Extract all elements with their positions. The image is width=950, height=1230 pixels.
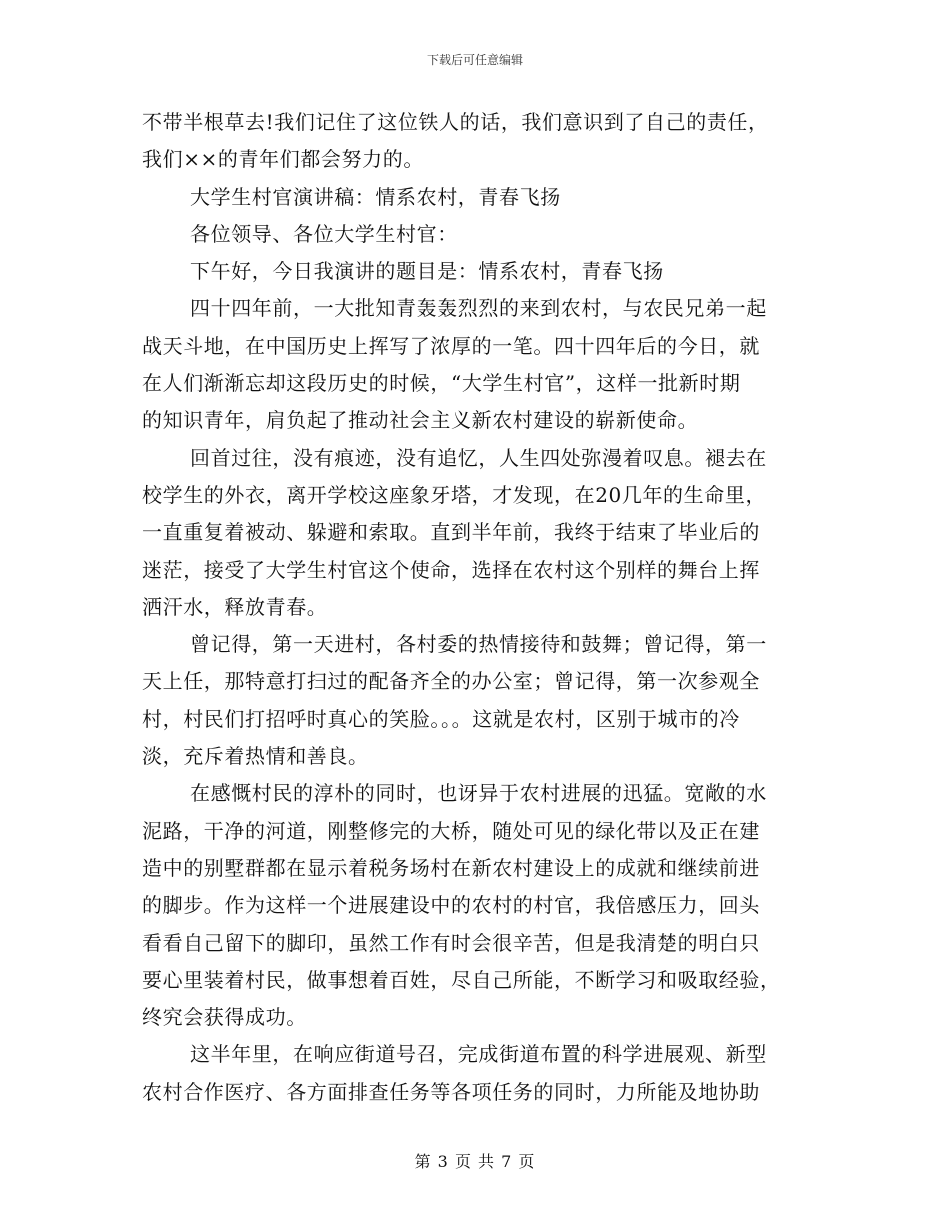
body-line: 村，村民们打招呼时真心的笑脸。。。这就是农村，区别于城市的冷 (142, 706, 740, 731)
body-line: 迷茫，接受了大学生村官这个使命，选择在农村这个别样的舞台上挥 (142, 557, 760, 582)
body-line: 的知识青年，肩负起了推动社会主义新农村建设的崭新使命。 (142, 408, 699, 433)
body-line: 我们××的青年们都会努力的。 (142, 147, 424, 172)
body-line: 终究会获得成功。 (142, 1005, 307, 1030)
body-line: 一直重复着被动、躲避和索取。直到半年前，我终于结束了毕业后的 (142, 520, 760, 545)
body-line: 淡，充斥着热情和善良。 (142, 744, 369, 769)
document-body (142, 110, 802, 1117)
body-line: 洒汗水，释放青春。 (142, 594, 328, 619)
body-line: 回首过往，没有痕迹，没有追忆，人生四处弥漫着叹息。褪去在 (190, 445, 767, 470)
body-line: 四十四年前，一大批知青轰轰烈烈的来到农村，与农民兄弟一起 (190, 296, 767, 321)
speech-greeting: 下午好，今日我演讲的题目是：情系农村，青春飞扬 (190, 259, 664, 284)
body-line: 校学生的外衣，离开学校这座象牙塔，才发现，在20几年的生命里， (142, 482, 767, 507)
page-header-note: 下载后可任意编辑 (426, 53, 523, 67)
body-line: 这半年里，在响应街道号召，完成街道布置的科学进展观、新型 (190, 1042, 767, 1067)
body-line: 在人们渐渐忘却这段历史的时候，“大学生村官”，这样一批新时期 (142, 371, 741, 396)
page-number: 第 3 页 共 7 页 (414, 1152, 536, 1171)
body-line: 造中的别墅群都在显示着税务场村在新农村建设上的成就和继续前进 (142, 855, 760, 880)
body-line: 的脚步。作为这样一个进展建设中的农村的村官，我倍感压力，回头 (142, 893, 760, 918)
speech-salutation: 各位领导、各位大学生村官： (190, 221, 458, 246)
speech-title: 大学生村官演讲稿：情系农村，青春飞扬 (190, 184, 561, 209)
body-line: 农村合作医疗、各方面排查任务等各项任务的同时，力所能及地协助 (142, 1079, 760, 1104)
body-line: 战天斗地，在中国历史上挥写了浓厚的一笔。四十四年后的今日，就 (142, 333, 760, 358)
body-line: 泥路，干净的河道，刚整修完的大桥，随处可见的绿化带以及正在建 (142, 818, 760, 843)
body-line: 在感慨村民的淳朴的同时，也讶异于农村进展的迅猛。宽敞的水 (190, 781, 767, 806)
body-line: 曾记得，第一天进村，各村委的热情接待和鼓舞；曾记得，第一 (190, 632, 767, 657)
body-line: 天上任，那特意打扫过的配备齐全的办公室；曾记得，第一次参观全 (142, 669, 760, 694)
body-line: 看看自己留下的脚印，虽然工作有时会很辛苦，但是我清楚的明白只 (142, 930, 760, 955)
body-line: 要心里装着村民，做事想着百姓，尽自己所能，不断学习和吸取经验， (142, 967, 781, 992)
body-line: 不带半根草去!我们记住了这位铁人的话，我们意识到了自己的责任， (142, 110, 769, 134)
